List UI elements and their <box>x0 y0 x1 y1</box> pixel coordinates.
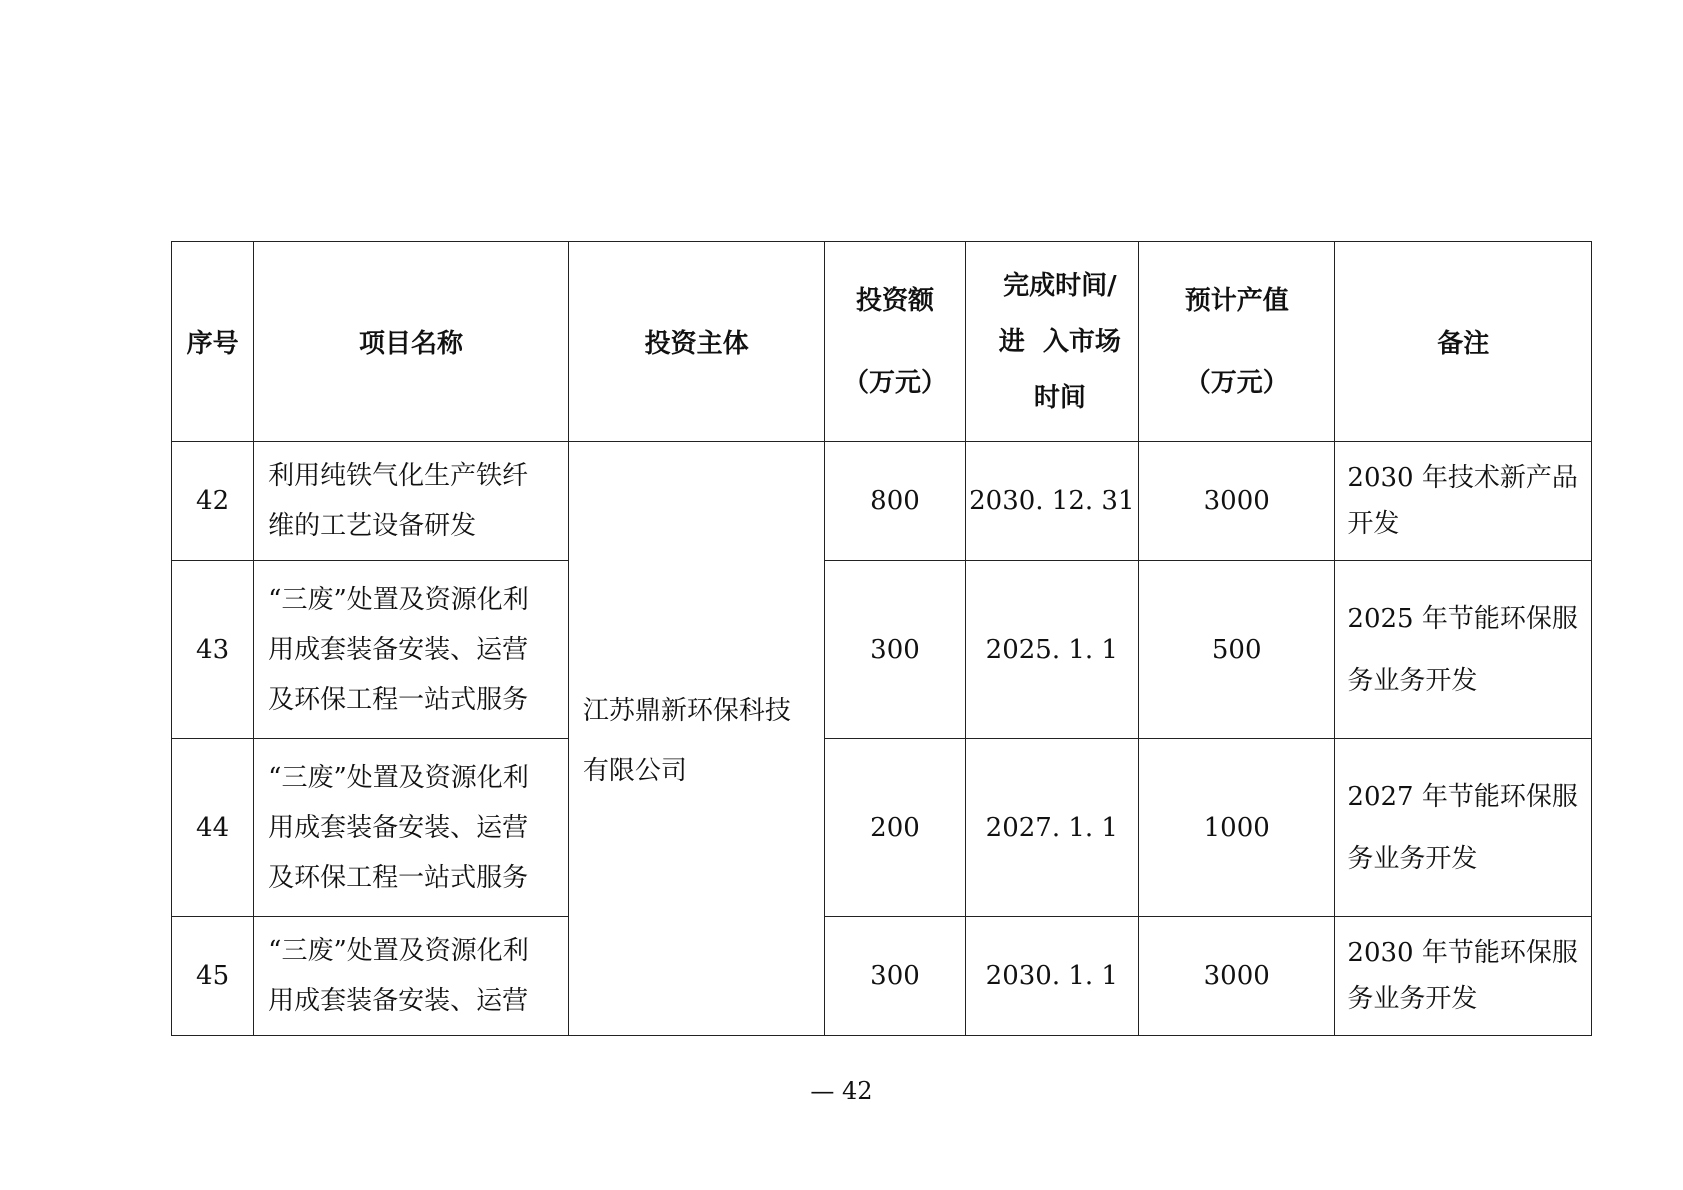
cell-completion: 2030. 1. 1 <box>965 917 1138 1036</box>
header-investor: 投资主体 <box>568 242 825 442</box>
cell-investor: 江苏鼎新环保科技 有限公司 <box>568 442 825 1036</box>
cell-output: 500 <box>1139 561 1335 739</box>
cell-project-name: “三废”处置及资源化利 用成套装备安装、运营 及环保工程一站式服务 <box>254 561 569 739</box>
header-note: 备注 <box>1335 242 1592 442</box>
page-number: — 42 <box>810 1077 873 1105</box>
header-seq: 序号 <box>172 242 254 442</box>
cell-project-name: 利用纯铁气化生产铁纤 维的工艺设备研发 <box>254 442 569 561</box>
cell-investment: 200 <box>825 739 965 917</box>
cell-project-name: “三废”处置及资源化利 用成套装备安装、运营 及环保工程一站式服务 <box>254 739 569 917</box>
table-row <box>172 917 1592 1036</box>
header-completion-time: 完成时间/ 进 入市场 时间 <box>965 242 1138 442</box>
table-row <box>172 442 1592 561</box>
cell-completion: 2030. 12. 31 <box>965 442 1138 561</box>
cell-investment: 300 <box>825 917 965 1036</box>
header-investment: 投资额 （万元） <box>825 242 965 442</box>
cell-note: 2030 年技术新产品 开发 <box>1335 442 1592 561</box>
cell-seq: 44 <box>172 739 254 917</box>
header-row <box>172 242 1592 442</box>
table-row <box>172 739 1592 917</box>
cell-investment: 800 <box>825 442 965 561</box>
header-project-name: 项目名称 <box>254 242 569 442</box>
cell-completion: 2027. 1. 1 <box>965 739 1138 917</box>
cell-output: 3000 <box>1139 917 1335 1036</box>
cell-project-name: “三废”处置及资源化利 用成套装备安装、运营 <box>254 917 569 1036</box>
cell-seq: 43 <box>172 561 254 739</box>
cell-completion: 2025. 1. 1 <box>965 561 1138 739</box>
cell-output: 1000 <box>1139 739 1335 917</box>
cell-note: 2027 年节能环保服 务业务开发 <box>1335 739 1592 917</box>
table-row <box>172 561 1592 739</box>
cell-seq: 42 <box>172 442 254 561</box>
cell-note: 2025 年节能环保服 务业务开发 <box>1335 561 1592 739</box>
cell-note: 2030 年节能环保服 务业务开发 <box>1335 917 1592 1036</box>
cell-seq: 45 <box>172 917 254 1036</box>
project-table <box>171 241 1592 1036</box>
cell-investment: 300 <box>825 561 965 739</box>
cell-output: 3000 <box>1139 442 1335 561</box>
header-expected-output: 预计产值 （万元） <box>1139 242 1335 442</box>
